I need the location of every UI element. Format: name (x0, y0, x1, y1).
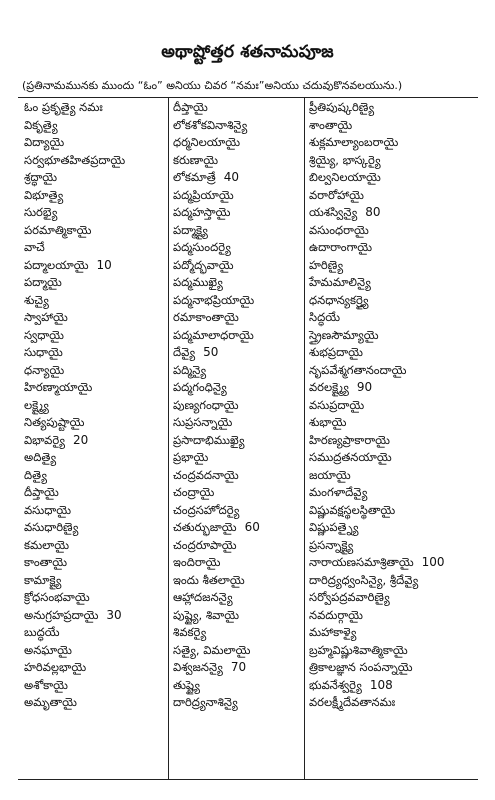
name-text: పద్మిన్యై (173, 362, 207, 377)
name-text: సముద్రతనయాయై (309, 450, 392, 464)
name-text: అమృతాయై (24, 695, 77, 709)
name-entry (173, 222, 301, 240)
name-text: సుప్రసన్నాయై (173, 415, 233, 429)
name-text: సర్వభూతహితప్రదాయై (24, 152, 126, 167)
name-text: శుభాయై (309, 415, 347, 429)
count-number: 20 (73, 432, 89, 447)
name-entry (173, 467, 301, 485)
name-entry (173, 327, 301, 345)
name-text: పద్మాక్ష్యై (173, 222, 208, 237)
name-text: వాచే (24, 240, 45, 254)
name-entry (24, 449, 164, 467)
name-entry (309, 502, 479, 520)
name-entry (173, 134, 301, 152)
name-text: బ్రహ్మవిష్ణుశివాత్మికాయై (309, 642, 408, 657)
name-entry (173, 432, 301, 450)
name-text: ధర్మనిలయాయై (173, 135, 240, 149)
name-text: సర్వోపద్రవవారిణ్యై (309, 590, 390, 604)
name-entry (173, 187, 301, 205)
name-text: జయాయై (309, 467, 351, 482)
name-text: పద్మముఖ్యై (173, 275, 223, 289)
name-text: చంద్రాయై (173, 485, 215, 499)
top-rule (18, 97, 478, 98)
name-column-2 (173, 99, 301, 712)
name-text: శివకర్యై (173, 625, 207, 639)
name-entry (309, 379, 479, 397)
name-entry (24, 117, 164, 135)
name-text: పరమాత్మికాయై (24, 222, 92, 237)
name-text: విష్ణుపత్న్యై (309, 520, 359, 534)
name-text: పద్మహస్తాయై (173, 205, 231, 219)
name-entry (173, 537, 301, 555)
name-entry (173, 624, 301, 642)
name-text: ఉదారాంగాయై (309, 240, 372, 254)
name-text: వసుధారిణ్యై (24, 520, 79, 534)
name-text: సత్యై, విమలాయై (173, 642, 251, 657)
name-text: సిద్ధయే (309, 310, 340, 324)
name-entry (24, 187, 164, 205)
name-entry (24, 607, 164, 625)
name-text: హిరణ్మాయాయై (24, 380, 93, 394)
name-text: ఆహ్లాదజనన్యై (173, 590, 233, 604)
name-entry (24, 309, 164, 327)
name-entry (173, 292, 301, 310)
name-entry (24, 677, 164, 695)
name-entry (173, 414, 301, 432)
name-entry (309, 99, 479, 117)
name-text: విశ్వజనన్యై (173, 660, 223, 674)
name-entry (173, 397, 301, 415)
name-entry (309, 117, 479, 135)
bottom-rule (18, 779, 478, 780)
name-text: కాంతాయై (24, 555, 68, 569)
name-text: బుద్ధయే (24, 625, 60, 639)
name-entry (173, 677, 301, 695)
name-text: విద్యాయై (24, 135, 65, 149)
name-entry (309, 187, 479, 205)
name-text: దిత్యై (24, 467, 47, 482)
name-text: లోకమాత్రే (173, 170, 216, 184)
name-text: అనఘాయై (24, 642, 72, 657)
count-number: 80 (365, 205, 381, 219)
name-text: దీప్తాయై (173, 100, 208, 114)
name-entry (309, 344, 479, 362)
name-text: మహాకాళ్యై (309, 625, 357, 639)
name-text: వసుధాయై (24, 502, 71, 517)
name-text: కరుణాయై (173, 152, 218, 167)
name-text: అశోకాయై (24, 677, 68, 692)
name-text: ఇందు శీతలాయై (173, 572, 245, 587)
name-entry (173, 484, 301, 502)
name-entry (309, 397, 479, 415)
name-entry (24, 484, 164, 502)
name-entry (24, 589, 164, 607)
name-entry (24, 152, 164, 170)
name-entry (24, 292, 164, 310)
name-text: రమాకాంతాయై (173, 310, 239, 324)
name-entry (24, 379, 164, 397)
name-text: చంద్రరూపాయై (173, 537, 237, 552)
name-text: పుణ్యగంధాయై (173, 397, 239, 412)
column-divider-1 (168, 97, 169, 779)
name-text: హరిణ్యై (309, 257, 344, 272)
name-text: శ్రియ్యై, భాస్కర్యై (309, 152, 381, 167)
name-text: ఇందిరాయై (173, 555, 221, 569)
name-text: భువనేశ్వర్యై (309, 677, 362, 692)
name-text: వరారోహాయై (309, 187, 364, 202)
name-text: తుష్ట్యై (173, 677, 200, 692)
name-text: వసుంధరాయై (309, 222, 369, 237)
count-number: 40 (223, 170, 239, 184)
name-entry (24, 642, 164, 660)
name-text: సురభ్యై (24, 205, 58, 219)
name-text: దీప్తాయై (24, 485, 59, 499)
name-text: వికృత్యై (24, 117, 58, 132)
name-text: దేవ్యై (173, 345, 196, 359)
name-text: చంద్రసహోదర్యై (173, 502, 240, 517)
name-entry (309, 449, 479, 467)
name-text: శాంతాయై (309, 117, 353, 132)
name-entry (24, 362, 164, 380)
name-text: బిల్వనిలయాయై (309, 170, 381, 184)
name-entry (173, 659, 301, 677)
name-entry (309, 624, 479, 642)
name-entry (24, 554, 164, 572)
name-text: అదిత్యై (24, 450, 57, 464)
name-text: మంగళాదేవ్యై (309, 485, 368, 499)
name-text: నవదుర్గాయై (309, 607, 363, 622)
name-text: ప్రసాదాభిముఖ్యై (173, 432, 245, 447)
name-entry (173, 257, 301, 275)
name-entry (24, 344, 164, 362)
name-text: అనుగ్రహప్రదాయై (24, 607, 99, 622)
name-text: కామాక్ష్యై (24, 572, 62, 587)
name-text: విభూత్యై (24, 187, 64, 202)
name-entry (24, 519, 164, 537)
name-entry (309, 607, 479, 625)
name-entry (309, 554, 479, 572)
name-entry (173, 519, 301, 537)
name-entry (309, 309, 479, 327)
name-text: యశస్విన్యై (309, 205, 358, 219)
name-text: హిరణ్యప్రాకారాయై (309, 432, 390, 447)
name-entry (24, 99, 164, 117)
name-column-3 (309, 99, 479, 712)
name-entry (309, 239, 479, 257)
name-entry (309, 152, 479, 170)
name-entry (24, 257, 164, 275)
name-text: వసుప్రదాయై (309, 397, 365, 412)
name-entry (173, 169, 301, 187)
name-text: స్వాహాయై (24, 310, 68, 324)
name-entry (309, 519, 479, 537)
name-text: నృపవేశ్మగతానందాయై (309, 362, 407, 377)
name-text: విష్ణువక్షస్థలస్థితాయై (309, 502, 396, 517)
count-number: 60 (244, 520, 260, 534)
name-text: ఓం ప్రకృత్యై నమః (24, 100, 103, 114)
name-entry (173, 379, 301, 397)
name-entry (309, 537, 479, 555)
count-number: 108 (369, 677, 393, 692)
name-text: స్వధాయై (24, 327, 64, 342)
name-entry (173, 607, 301, 625)
name-entry (309, 589, 479, 607)
name-entry (173, 99, 301, 117)
column-divider-2 (304, 97, 305, 779)
name-text: పుష్ట్యై, శివాయై (173, 607, 240, 622)
name-entry (309, 222, 479, 240)
name-text: వరలక్ష్మీదేవతానమః (309, 695, 396, 709)
name-text: ధనధాన్యకర్త్ర్యై (309, 292, 369, 307)
name-text: శుక్లమాల్యాంబరాయై (309, 135, 399, 149)
name-entry (24, 169, 164, 187)
name-text: స్త్రైణసౌమ్యాయై (309, 327, 379, 342)
name-entry (173, 117, 301, 135)
name-entry (309, 432, 479, 450)
name-text: లక్ష్మ్యై (24, 397, 49, 412)
name-text: సుధాయై (24, 345, 63, 359)
name-entry (309, 484, 479, 502)
name-text: త్రికాలజ్ఞాన సంపన్నాయై (309, 660, 413, 674)
name-entry (24, 134, 164, 152)
name-text: శుచ్యై (24, 292, 49, 307)
name-entry (24, 537, 164, 555)
name-entry (173, 344, 301, 362)
name-text: పద్మాలయాయై (24, 257, 89, 272)
name-entry (173, 502, 301, 520)
name-entry (24, 572, 164, 590)
name-text: కమలాయై (24, 537, 69, 552)
name-entry (309, 169, 479, 187)
name-entry (173, 274, 301, 292)
name-text: ప్రీతిపుష్కరిణ్యై (309, 100, 375, 114)
name-text: శుభప్రదాయై (309, 345, 363, 359)
name-text: చంద్రవదనాయై (173, 467, 239, 482)
name-text: హేమమాలిన్యై (309, 275, 371, 289)
name-entry (24, 397, 164, 415)
name-entry (173, 152, 301, 170)
name-entry (309, 414, 479, 432)
name-entry (24, 502, 164, 520)
name-entry (309, 292, 479, 310)
name-entry (173, 449, 301, 467)
name-entry (24, 694, 164, 712)
name-entry (24, 239, 164, 257)
count-number: 10 (96, 257, 112, 272)
name-entry (24, 414, 164, 432)
name-text: పద్మగంధిన్యై (173, 380, 227, 394)
name-text: పద్మసుందర్యై (173, 240, 231, 254)
page-title: అథాష్టోత్తర శతనామపూజ (161, 42, 334, 62)
name-text: క్రోధసంభవాయై (24, 590, 90, 604)
name-entry (173, 554, 301, 572)
name-text: చతుర్భుజాయై (173, 520, 237, 534)
name-entry (309, 642, 479, 660)
name-text: శ్రద్ధాయై (24, 170, 58, 184)
name-entry (309, 677, 479, 695)
name-entry (309, 274, 479, 292)
name-entry (173, 572, 301, 590)
name-text: ధన్యాయై (24, 362, 65, 377)
name-entry (173, 239, 301, 257)
name-text: దారిద్ర్యధ్వంసిన్యై, శ్రీదేవ్యై (309, 572, 419, 587)
name-entry (309, 327, 479, 345)
name-entry (309, 257, 479, 275)
name-text: పద్మమాలాధరాయై (173, 327, 254, 342)
name-entry (24, 274, 164, 292)
name-entry (309, 694, 479, 712)
name-entry (24, 204, 164, 222)
name-entry (173, 204, 301, 222)
count-number: 30 (106, 607, 122, 622)
name-entry (173, 642, 301, 660)
name-entry (309, 362, 479, 380)
instruction-note: (ప్రతినామమునకు ముందు “ఓం” అనియు చివర “నమః”అనియు చదువుకొనవలయును.) (22, 79, 403, 92)
name-text: పద్మనాభప్రియాయై (173, 292, 255, 307)
name-text: పద్మప్రియాయై (173, 187, 234, 202)
name-entry (24, 659, 164, 677)
name-entry (24, 467, 164, 485)
name-entry (309, 467, 479, 485)
name-column-1 (24, 99, 164, 712)
name-entry (173, 589, 301, 607)
count-number: 100 (421, 555, 445, 569)
name-text: ప్రభాయై (173, 450, 209, 464)
name-text: నిత్యపుష్టాయై (24, 415, 85, 429)
name-text: లోకశోకవినాశిన్యై (173, 117, 248, 132)
name-text: హరివల్లభాయై (24, 660, 87, 674)
name-entry (309, 572, 479, 590)
name-text: దారిద్ర్యనాశిన్యై (173, 695, 238, 709)
name-text: విభావర్యై (24, 432, 66, 447)
name-entry (309, 659, 479, 677)
count-number: 50 (203, 345, 219, 359)
name-text: నారాయణసమాశ్రితాయై (309, 555, 414, 569)
name-entry (24, 222, 164, 240)
name-entry (173, 309, 301, 327)
name-entry (24, 432, 164, 450)
name-entry (24, 327, 164, 345)
name-text: పద్మోద్భవాయై (173, 257, 234, 272)
name-text: ప్రసన్నాక్ష్యై (309, 537, 354, 552)
name-text: పద్మాయై (24, 275, 62, 289)
name-entry (309, 204, 479, 222)
name-entry (173, 694, 301, 712)
count-number: 90 (356, 380, 373, 394)
name-entry (173, 362, 301, 380)
count-number: 70 (230, 660, 247, 674)
name-entry (309, 134, 479, 152)
name-text: వరలక్ష్మ్యై (309, 380, 349, 394)
name-entry (24, 624, 164, 642)
